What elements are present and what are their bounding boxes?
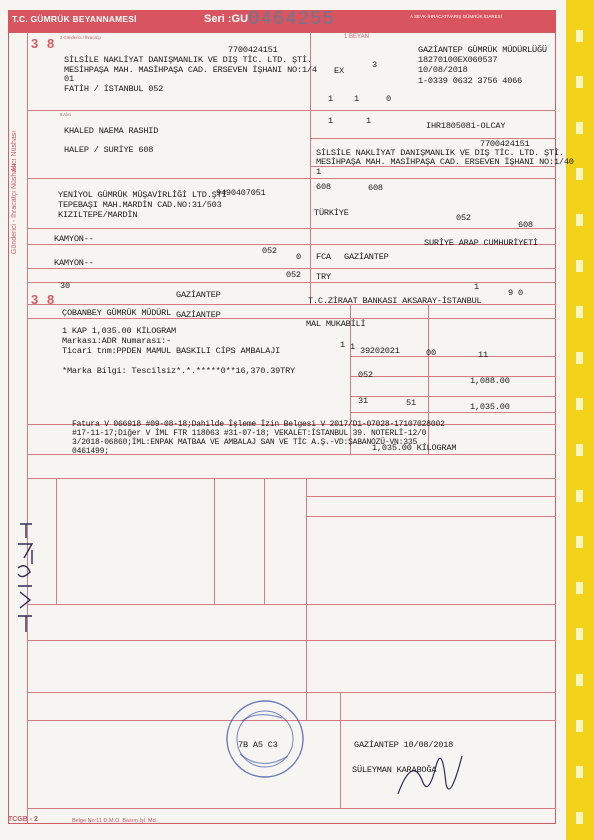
incoterm: FCA <box>316 252 331 262</box>
hs-code-3: 11 <box>478 350 488 360</box>
transport-mode: 30 <box>60 281 70 291</box>
copy-number: 3 <box>31 36 39 51</box>
hs-code-2: 00 <box>426 348 436 358</box>
exporter-address: MESİHPAŞA MAH. MASİHPAŞA CAD. ERSEVEN İŞHANI NO:1/4 <box>64 65 317 75</box>
consignee-city: HALEP / SURİYE 608 <box>64 145 154 155</box>
customs-stamp <box>222 696 308 782</box>
dispatch-code-2: 608 <box>368 183 383 193</box>
printer-note: Belge No:11 D.M.O. Basım İşl. Md. <box>72 818 158 824</box>
signature-place-date: GAZİANTEP 10/08/2018 <box>354 740 454 750</box>
transport-nationality: 052 <box>262 246 277 256</box>
payment-method: MAL MUKABİLİ <box>306 319 366 329</box>
net-weight: 1,035.00 <box>470 402 510 412</box>
country-code-b: 608 <box>518 220 533 230</box>
goods-location: GAZİANTEP <box>176 310 221 320</box>
customs-office: GAZİANTEP GÜMRÜK MÜDÜRLÜĞÜ <box>418 45 547 55</box>
forms-total: 1 <box>354 94 359 104</box>
goods-brand-info: *Marka Bilgi: Tescilsiz*.*.*****0**16,370.39TRY <box>62 366 295 376</box>
copy-number-lower-2: 8 <box>47 292 55 307</box>
box8-label: 8 Alıcı <box>60 112 72 117</box>
bank-info: T.C.ZİRAAT BANKASI AKSARAY-İSTANBUL <box>308 296 482 306</box>
customs-code: 1-0339 0632 3756 4066 <box>418 76 523 86</box>
stamp-code: 7B A5 C3 <box>238 740 278 750</box>
transport-vehicle: KAMYON-- <box>54 234 94 244</box>
dispatch-country: TÜRKİYE <box>314 208 349 218</box>
declaration-type-n: 3 <box>372 60 377 70</box>
incoterm-place: GAZİANTEP <box>344 252 389 262</box>
item-number-2: 1 <box>350 342 355 352</box>
declarant-address: TEPEBAŞI MAH.MARDİN CAD.NO:31/503 <box>58 200 222 210</box>
seri-number: 0464255 <box>248 8 335 30</box>
border-vehicle: KAMYON-- <box>54 258 94 268</box>
form-code: TCGB - 2 <box>8 816 38 823</box>
documents-line-2: #17-11-17;Diğer V İML FTR 118063 #31-07-18; VEKALET:İSTANBUL 39. NOTERLİ-12/0 <box>72 429 427 438</box>
origin-country: 052 <box>358 370 373 380</box>
form-title: T.C. GÜMRÜK BEYANNAMESİ <box>12 14 137 24</box>
side-label-top: Gönderici - İhracatçı Nüshası <box>11 163 18 254</box>
form-header-bar <box>8 10 556 32</box>
item-count: 1 <box>328 116 333 126</box>
hs-code: 39202021 <box>360 346 400 356</box>
container-flag: 0 <box>296 252 301 262</box>
exporter-city: FATİH / İSTANBUL 052 <box>64 84 164 94</box>
exporter-tax-no: 7700424151 <box>228 45 278 55</box>
exporter-address-2: 01 <box>64 74 74 84</box>
box2-label: 2 Gönderici / İhracatçı <box>60 35 101 40</box>
loading-lists: 0 <box>386 94 391 104</box>
declarant-rep-tax-no: 7700424151 <box>480 139 530 149</box>
handwritten-number <box>12 520 38 640</box>
regime-code: 31 <box>358 396 368 406</box>
item-number: 1 <box>340 340 345 350</box>
declarant-rep-address: MESİHPAŞA MAH. MASİHPAŞA CAD. ERSEVEN İŞHANI NO:1/40 <box>316 157 574 167</box>
exchange-c: 0 <box>518 288 523 298</box>
border-nationality: 052 <box>286 270 301 280</box>
box-a-label: A SEVK-İHRACAT/VARIŞ GÜMRÜK İDARESİ <box>410 14 502 19</box>
package-count: 1 <box>366 116 371 126</box>
exporter-name: SİLSİLE NAKLİYAT DANIŞMANLIK VE DIŞ TİC. LTD. ŞTİ. <box>64 55 312 65</box>
goods-description: Ticari tnm:PPDEN MAMUL BASKILI CİPS AMBALAJI <box>62 346 281 356</box>
supplementary-units: 1,035.00 KİLOGRAM <box>372 443 457 453</box>
seri-label: Seri :GU <box>204 13 249 25</box>
documents-line-3: 3/2018-06860;İML:ENPAK MATBAA VE AMBALAJ SAN VE TİC A.Ş.-VD:ŞABANOZÜ-VN:335 <box>72 438 418 447</box>
side-labels <box>8 32 27 824</box>
exchange-a: 1 <box>474 282 479 292</box>
declarant-city: KIZILTEPE/MARDİN <box>58 210 138 220</box>
copy-number-2: 8 <box>47 36 55 51</box>
country-code-a: 052 <box>456 213 471 223</box>
goods-package: 1 KAP 1,035.00 KİLOGRAM <box>62 326 177 336</box>
documents-line-4: 0461499; <box>72 447 109 456</box>
currency: TRY <box>316 272 331 282</box>
customs-ref: 18270100EX060537 <box>418 55 498 65</box>
declarant-rep-name: SİLSİLE NAKLİYAT DANIŞMANLIK VE DIŞ TİC. LTD. ŞTİ. <box>316 148 564 158</box>
loading-place: GAZİANTEP <box>176 290 221 300</box>
signatory-name: SÜLEYMAN KARABOĞA <box>352 765 437 775</box>
gross-weight: 1,088.00 <box>470 376 510 386</box>
dispatch-code: 608 <box>316 182 331 192</box>
reference-number: IHR1805081-OLCAY <box>426 121 506 131</box>
copy-number-lower: 3 <box>31 292 39 307</box>
consignee-name: KHALED NAEMA RASHID <box>64 126 159 136</box>
destination-country: SURİYE ARAP CUMHURİYETİ <box>424 238 539 248</box>
perforation-strip <box>566 0 594 840</box>
signature <box>392 736 472 806</box>
goods-mark: Markası:ADR Numarası:- <box>62 336 172 346</box>
declarant-tax-no: 9490407051 <box>216 188 266 198</box>
regime-code-2: 51 <box>406 398 416 408</box>
documents-line-1: Fatura V 066918 #09-08-18;Dahilde İşleme İzin Belgesi V 2017/D1-07028-17107028002 <box>72 420 445 429</box>
declarant-rep-line3: 1 <box>316 167 321 177</box>
declaration-type: EX <box>334 66 344 76</box>
forms-count: 1 <box>328 94 333 104</box>
side-label-bottom: Alıcı Nüshası <box>11 130 18 172</box>
beyan-label: 1 BEYAN <box>344 34 369 40</box>
customs-date: 10/08/2018 <box>418 65 468 75</box>
exit-office: ÇOBANBEY GÜMRÜK MÜDÜRL <box>62 308 172 318</box>
declarant-name: YENİYOL GÜMRÜK MÜŞAVİRLİĞİ LTD.ŞTİ <box>58 190 227 200</box>
exchange-b: 9 <box>508 288 513 298</box>
